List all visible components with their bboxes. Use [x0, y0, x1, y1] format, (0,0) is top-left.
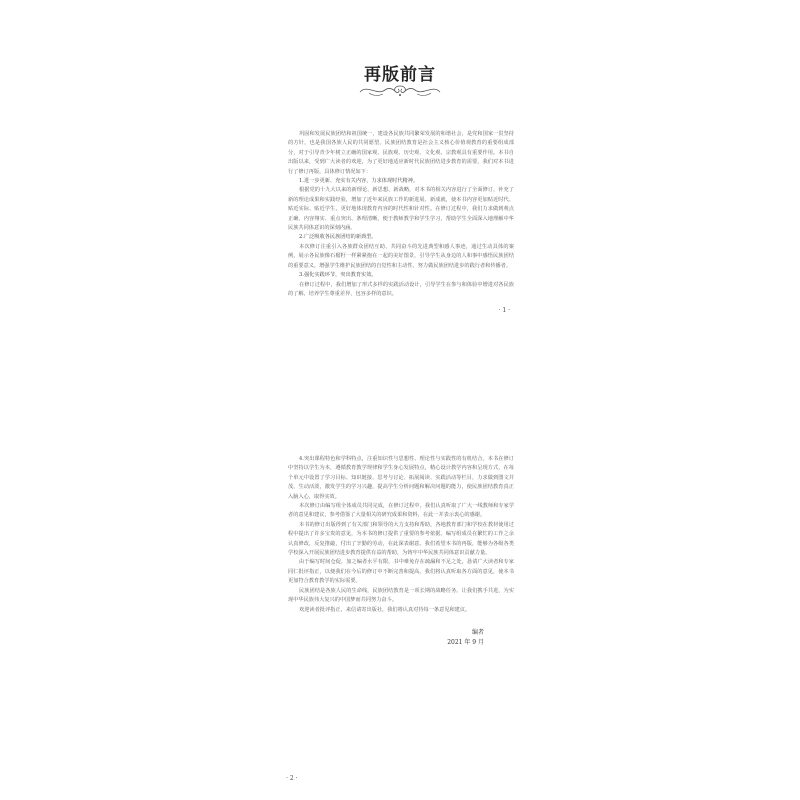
paragraph: 1.进一步更新、充实有关内容，力求体现时代精神。	[299, 178, 419, 185]
page-title: 再版前言	[364, 65, 436, 85]
paragraph: 本次修订注重引入各族群众团结互助、共同奋斗的先进典型和感人事迹，通过生动具体的案例，展示各民族像石榴籽一样紧紧抱在一起的美好图景，引导学生从身边的人和事中感悟民族团结的重要意义，增强学生维护民族团结的自觉性和主动性，努力做民族团结进步的践行者和传播者。	[288, 243, 514, 269]
ornament-divider-icon	[355, 80, 445, 100]
page-2-body	[288, 455, 514, 647]
paragraph: 欢迎读者批评指正，来信请寄出版社，我们将认真对待每一条意见和建议。	[299, 606, 471, 613]
paragraph: 3.强化实践环节，突出教育实效。	[299, 272, 377, 279]
date: 2021 年 9 月	[447, 638, 484, 646]
page-number: · 2 ·	[286, 775, 298, 782]
paragraph: 民族团结是各族人民的生命线，民族团结教育是一项长期的战略任务。让我们携手共进，为实现中华民族伟大复兴的中国梦而共同努力奋斗。	[288, 587, 514, 604]
page-1-body	[288, 130, 514, 314]
page-number: · 1 ·	[498, 307, 510, 315]
paragraph: 由于编写时间仓促，加之编者水平有限，书中难免存在疏漏和不足之处，恳请广大读者和专家同仁批评指正，以便我们在今后的修订中不断完善和提高。我们将认真听取各方面的意见，使本书更加符合教育教学的实际需要。	[288, 559, 514, 585]
paragraph: 本书的修订出版得到了有关部门和领导的大力支持和帮助，各地教育部门和学校在教材使用过程中提出了许多宝贵的意见，为本书的修订提供了重要的参考依据。编写组成员在繁忙的工作之余认真修改，反复推敲，付出了辛勤的劳动，在此深表谢意。我们希望本书的再版，能够为各级各类学校深入开展民族团结进步教育提供有益的帮助，为铸牢中华民族共同体意识贡献力量。	[288, 521, 514, 557]
signature: 编者	[471, 628, 484, 636]
paragraph: 2.广泛吸收各民族团结的新典型。	[299, 234, 377, 241]
paragraph: 本次修订由编写组全体成员共同完成，在修订过程中，我们认真听取了广大一线教师和专家学者的意见和建议，参考借鉴了大量相关的研究成果和资料，在此一并表示衷心的感谢。	[288, 503, 514, 519]
paragraph: 巩固和发展民族团结和祖国统一，建设各民族共同繁荣发展的和谐社会，是党和国家一贯坚持的方针，也是我国各族人民的共同愿望。民族团结教育是社会主义核心价值观教育的重要组成部分，对于引导青少年树立正确的国家观、民族观、历史观、文化观、宗教观具有重要作用。本书自出版以来，受到广大读者的欢迎，为了更好地适应新时代民族团结进步教育的需要，我们对本书进行了修订再版，具体修订情况如下：	[288, 131, 514, 175]
paragraph: 根据党的十九大以来的新理论、新思想、新战略，对本书的相关内容进行了全面修订，补充了新的理论成果和实践经验，增加了近年来民族工作的新进展、新成就，使本书内容更加贴近时代、贴近实际、贴近学生，更好地体现教育内容的时代性和针对性。在修订过程中，我们力求做到观点正确、内容翔实、重点突出、条理清晰，便于教师教学和学生学习，帮助学生全面深入地理解中华民族共同体意识的深刻内涵。	[288, 187, 514, 232]
paragraph: 4.突出课程特色和学科特点，注重知识性与思想性、理论性与实践性的有机结合。本书在修订中坚持以学生为本，遵循教育教学规律和学生身心发展特点，精心设计教学内容和呈现方式，在每个单元中设置了学习目标、知识链接、思考与讨论、拓展阅读、实践活动等栏目，力求做到图文并茂、生动活泼，激发学生的学习兴趣，提高学生分析问题和解决问题的能力，使民族团结教育真正入脑入心，取得实效。	[288, 456, 514, 500]
paragraph: 在修订过程中，我们增加了形式多样的实践活动设计，引导学生在参与和体验中增进对各民族的了解，培养学生尊重差异、包容多样的意识。	[288, 281, 514, 297]
